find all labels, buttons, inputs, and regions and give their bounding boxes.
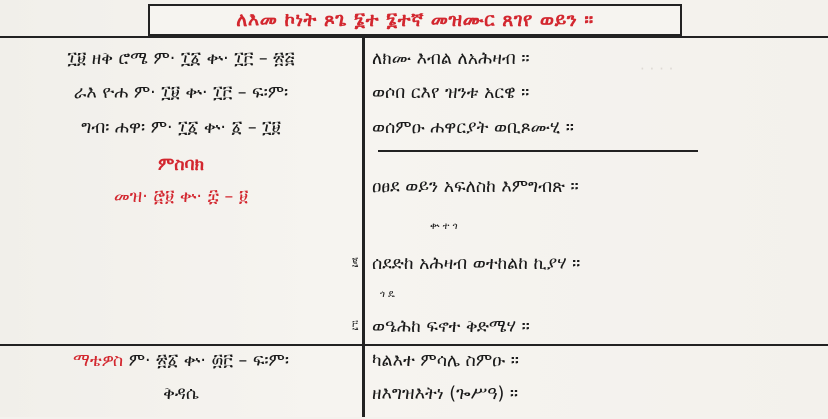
- page-title: [148, 4, 682, 36]
- section-marker-3: ፫: [352, 318, 359, 331]
- gospel-incipit: ካልእተ ምሳሌ ስምዑ ።: [372, 351, 519, 371]
- reading-ref-2: ራእ ዮሐ ም· ፲፱ ቍ· ፲፫ – ፍ፡ም፡: [73, 83, 289, 103]
- mesbak-label-row: [0, 148, 362, 182]
- psalm-verse-3: ወዔሕከ ፍኖተ ቅድሜሃ ።: [372, 317, 530, 337]
- mesbak-line-3: [372, 310, 822, 344]
- gospel-incipit-row: [372, 344, 822, 378]
- column-divider: [362, 36, 365, 417]
- bleed-through-background: · · · ·: [640, 60, 674, 78]
- gospel-ref: ም· ፳፩ ቍ· ፴፫ – ፍ፡ም፡: [128, 351, 290, 371]
- left-row-3: [0, 111, 362, 145]
- qidase-name-row: [372, 377, 822, 411]
- right-row-3: [372, 111, 822, 145]
- reading-ref-3: ግብ፡ ሐዋ፡ ም· ፲፩ ቍ· ፩ – ፲፱: [81, 118, 281, 138]
- right-row-1: [372, 42, 822, 76]
- left-row-1: [0, 42, 362, 76]
- neume-marks-1: ቍ ተ ጎ: [430, 221, 458, 232]
- mesbak-label: ምስባክ: [157, 155, 205, 175]
- psalm-verse-1: ዐፀደ ወይን አፍለስከ እምግብጽ ።: [372, 177, 579, 197]
- neume-line-1: [378, 150, 698, 152]
- reading-ref-1: ፲፱ ዘቅ ሮሜ ም· ፲፩ ቍ· ፲፫ – ፳፭: [67, 49, 295, 69]
- mesbak-ref-row: [0, 180, 362, 214]
- row-divider-gospel: [0, 344, 828, 346]
- left-row-2: [0, 76, 362, 110]
- mesbak-line-2: [372, 247, 822, 281]
- qidase-name: ዘእግዝእትነ (ጐሥዓ) ።: [372, 384, 519, 404]
- gospel-book: ማቴዎስ: [72, 351, 124, 371]
- psalm-verse-2: ሰደድከ አሕዛብ ወተከልከ ኪያሃ ።: [372, 254, 581, 274]
- reading-incipit-1: ለክሙ እብል ለአሕዛብ ።: [372, 49, 530, 69]
- neume-marks-2: ጎ ዴ: [380, 289, 395, 300]
- qidase-label: ቅዳሴ: [163, 384, 199, 404]
- right-row-2: [372, 76, 822, 110]
- section-marker-2: ፪: [352, 255, 359, 268]
- mesbak-line-1: [372, 170, 822, 204]
- reading-incipit-2: ወሶበ ርእየ ዝንቱ አርዌ ።: [372, 83, 530, 103]
- mesbak-ref: መዝ· ፸፱ ቍ· ፰ – ፱: [113, 187, 249, 207]
- title-text: ለእመ ኮነት ጾጌ ፮ተ ፮ተኛ መዝሙር ጸገየ ወይን ።: [236, 9, 594, 31]
- qidase-label-row: [0, 377, 362, 411]
- reading-incipit-3: ወሰምዑ ሐዋርያት ወቢጾሙሂ ።: [372, 118, 574, 138]
- gospel-ref-row: [0, 344, 362, 378]
